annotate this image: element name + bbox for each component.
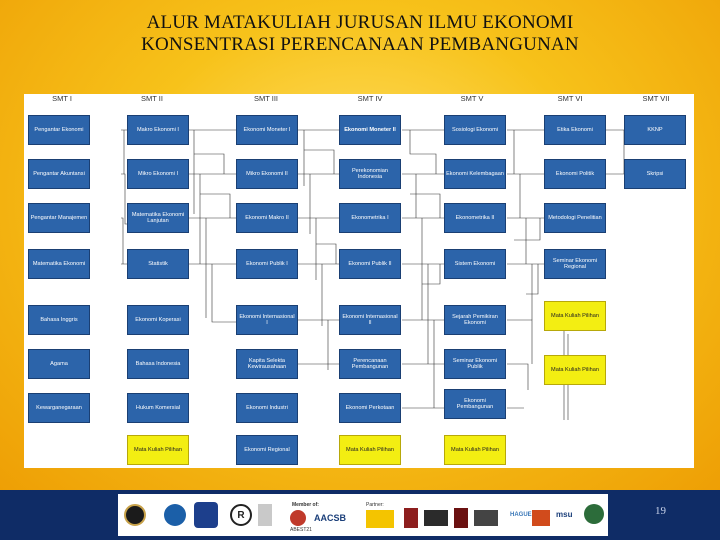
course-box: KKNP [624, 115, 686, 145]
member-badge-logo [290, 510, 306, 526]
course-box: Mikro Ekonomi I [127, 159, 189, 189]
course-box: Matematika Ekonomi [28, 249, 90, 279]
course-box: Bahasa Inggris [28, 305, 90, 335]
elective-course-box: Mata Kuliah Pilihan [544, 355, 606, 385]
course-box: Makro Ekonomi I [127, 115, 189, 145]
certificate-logo [258, 504, 272, 526]
course-box: Ekonomi Internasional I [236, 305, 298, 335]
course-box: Ekonometrika II [444, 203, 506, 233]
crest-logo-2 [454, 508, 468, 528]
course-box: Ekonomi Perkotaan [339, 393, 401, 423]
elective-course-box: Mata Kuliah Pilihan [444, 435, 506, 465]
msu-label: msu [556, 510, 573, 519]
course-box: Etika Ekonomi [544, 115, 606, 145]
course-box: Metodologi Penelitian [544, 203, 606, 233]
semester-header-1: SMT I [52, 94, 72, 103]
course-box: Statistik [127, 249, 189, 279]
course-box: Pengantar Manajemen [28, 203, 90, 233]
course-box: Kapita Selekta Kewirausahaan [236, 349, 298, 379]
university-seal-logo [124, 504, 146, 526]
course-box: Ekonomi Moneter II [339, 115, 401, 145]
course-box: Ekonomi Publik II [339, 249, 401, 279]
course-box: Ekonomi Koperasi [127, 305, 189, 335]
page-title [0, 12, 720, 56]
semester-header-2: SMT II [141, 94, 163, 103]
semester-header-7: SMT VII [642, 94, 670, 103]
course-box: Skripsi [624, 159, 686, 189]
course-box: Ekonomi Regional [236, 435, 298, 465]
course-box: Ekonomi Industri [236, 393, 298, 423]
course-box: Seminar Ekonomi Publik [444, 349, 506, 379]
semester-header-4: SMT IV [357, 94, 383, 103]
r-mark-logo: R [230, 504, 252, 526]
elective-course-box: Mata Kuliah Pilihan [544, 301, 606, 331]
course-box: Kewarganegaraan [28, 393, 90, 423]
course-box: Ekonomi Pembangunan [444, 389, 506, 419]
course-box: Ekonomi Makro II [236, 203, 298, 233]
course-box: Perencanaan Pembangunan [339, 349, 401, 379]
title-line-2: KONSENTRASI PERENCANAAN PEMBANGUNAN [141, 34, 579, 55]
course-box: Pengantar Ekonomi [28, 115, 90, 145]
course-box: Ekonomi Internasional II [339, 305, 401, 335]
course-box: Hukum Komersial [127, 393, 189, 423]
abest21-label: ABEST21 [290, 527, 312, 533]
course-box: Matematika Ekonomi Lanjutan [127, 203, 189, 233]
partner-label: Partner: [366, 502, 384, 508]
title-line-1: ALUR MATAKULIAH JURUSAN ILMU EKONOMI [146, 12, 574, 33]
course-box: Ekonomi Moneter I [236, 115, 298, 145]
course-box: Ekonomi Politik [544, 159, 606, 189]
semester-header-5: SMT V [460, 94, 484, 103]
crest-logo [194, 502, 218, 528]
page-number: 19 [655, 505, 666, 517]
elective-course-box: Mata Kuliah Pilihan [339, 435, 401, 465]
course-box: Bahasa Indonesia [127, 349, 189, 379]
course-box: Sistem Ekonomi [444, 249, 506, 279]
itg-logo [474, 510, 498, 526]
usm-logo [424, 510, 448, 526]
shield-logo [404, 508, 418, 528]
member-of-label: Member of: [292, 502, 319, 508]
hague-label: HAGUE [510, 512, 532, 518]
elective-course-box: Mata Kuliah Pilihan [127, 435, 189, 465]
course-box: Ekonometrika I [339, 203, 401, 233]
course-box: Perekonomian Indonesia [339, 159, 401, 189]
course-box: Mikro Ekonomi II [236, 159, 298, 189]
course-box: Agama [28, 349, 90, 379]
partner-logo-strip [118, 494, 608, 536]
partner-logo [366, 510, 394, 528]
curriculum-flow-diagram [24, 94, 694, 468]
semester-header-3: SMT III [253, 94, 279, 103]
aacsb-label: AACSB [314, 513, 347, 523]
course-box: Sosiologi Ekonomi [444, 115, 506, 145]
orange-logo [532, 510, 550, 526]
circle-logo [164, 504, 186, 526]
course-box: Seminar Ekonomi Regional [544, 249, 606, 279]
green-seal-logo [584, 504, 604, 524]
course-box: Ekonomi Publik I [236, 249, 298, 279]
course-box: Sejarah Pemikiran Ekonomi [444, 305, 506, 335]
semester-header-6: SMT VI [557, 94, 583, 103]
course-box: Ekonomi Kelembagaan [444, 159, 506, 189]
course-box: Pengantar Akuntansi [28, 159, 90, 189]
